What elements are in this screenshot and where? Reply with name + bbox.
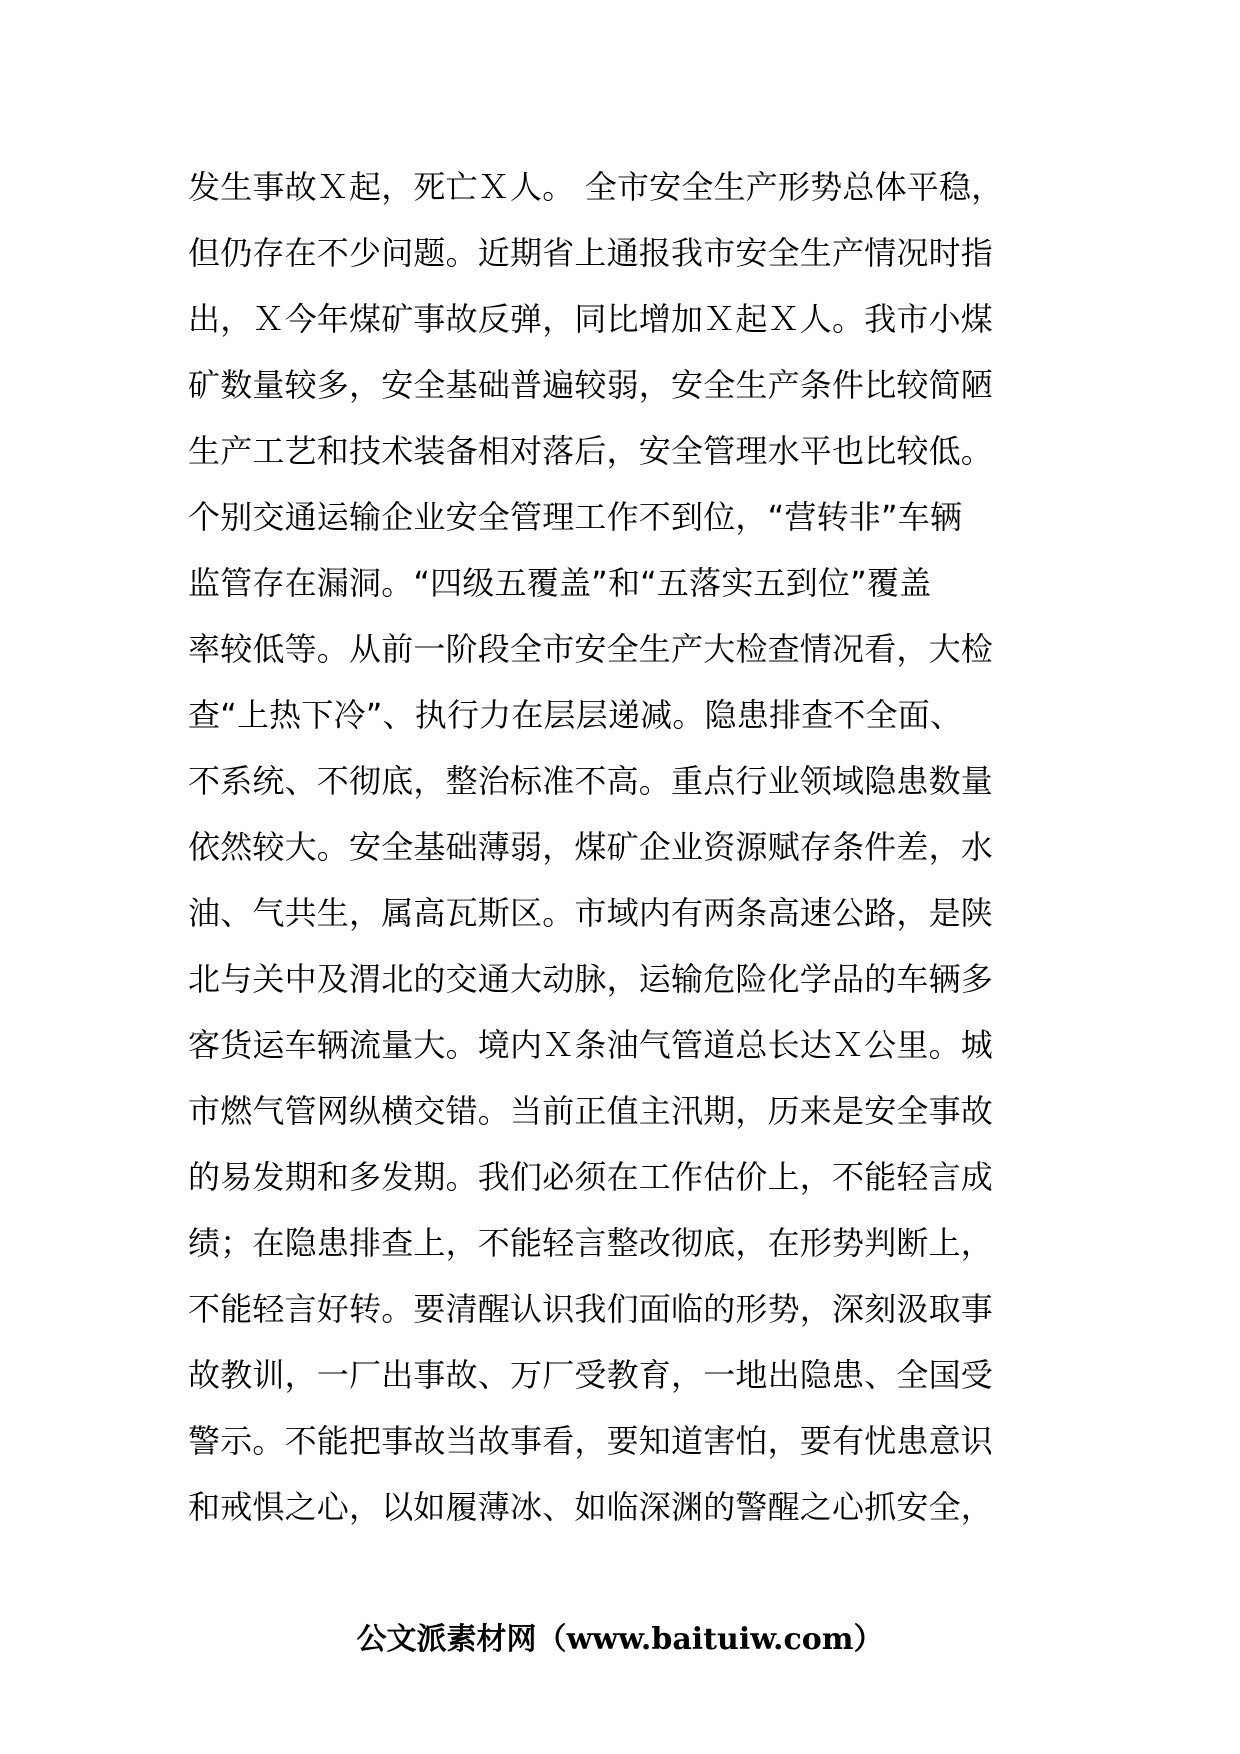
text-line: 不系统、不彻底，整治标准不高。重点行业领域隐患数量 bbox=[188, 762, 994, 800]
body-text bbox=[188, 162, 1068, 1548]
text-line: 但仍存在不少问题。近期省上通报我市安全生产情况时指 bbox=[188, 234, 994, 272]
text-line: 矿数量较多，安全基础普遍较弱，安全生产条件比较简陋 bbox=[188, 366, 994, 404]
text-line: 率较低等。从前一阶段全市安全生产大检查情况看，大检 bbox=[188, 630, 994, 668]
text-line: 查“上热下冷”、执行力在层层递减。隐患排查不全面、 bbox=[188, 696, 963, 734]
text-line: 绩；在隐患排查上，不能轻言整改彻底，在形势判断上， bbox=[188, 1224, 994, 1262]
text-line: 监管存在漏洞。“四级五覆盖”和“五落实五到位”覆盖 bbox=[188, 564, 932, 602]
text-line: 依然较大。安全基础薄弱，煤矿企业资源赋存条件差，水 bbox=[188, 828, 994, 866]
page-footer: 公文派素材网（www.baituiw.com） bbox=[356, 1622, 884, 1657]
text-line: 的易发期和多发期。我们必须在工作估价上，不能轻言成 bbox=[188, 1158, 994, 1196]
text-line: 不能轻言好转。要清醒认识我们面临的形势，深刻汲取事 bbox=[188, 1290, 994, 1328]
text-line: 油、气共生，属高瓦斯区。市域内有两条高速公路，是陕 bbox=[188, 894, 994, 932]
text-line: 警示。不能把事故当故事看，要知道害怕，要有忧患意识 bbox=[188, 1422, 994, 1460]
text-line: 故教训，一厂出事故、万厂受教育，一地出隐患、全国受 bbox=[188, 1356, 994, 1394]
text-line: 客货运车辆流量大。境内Ｘ条油气管道总长达Ｘ公里。城 bbox=[188, 1026, 994, 1064]
text-line: 出，Ｘ今年煤矿事故反弹，同比增加Ｘ起Ｘ人。我市小煤 bbox=[188, 300, 994, 338]
text-line: 个别交通运输企业安全管理工作不到位，“营转非”车辆 bbox=[188, 498, 963, 536]
text-line: 北与关中及渭北的交通大动脉，运输危险化学品的车辆多 bbox=[188, 960, 994, 998]
text-line: 生产工艺和技术装备相对落后，安全管理水平也比较低。 bbox=[188, 432, 994, 470]
text-line: 和戒惧之心，以如履薄冰、如临深渊的警醒之心抓安全， bbox=[188, 1488, 994, 1526]
text-line: 发生事故Ｘ起，死亡Ｘ人。 全市安全生产形势总体平稳， bbox=[188, 168, 1004, 206]
text-line: 市燃气管网纵横交错。当前正值主汛期，历来是安全事故 bbox=[188, 1092, 994, 1130]
